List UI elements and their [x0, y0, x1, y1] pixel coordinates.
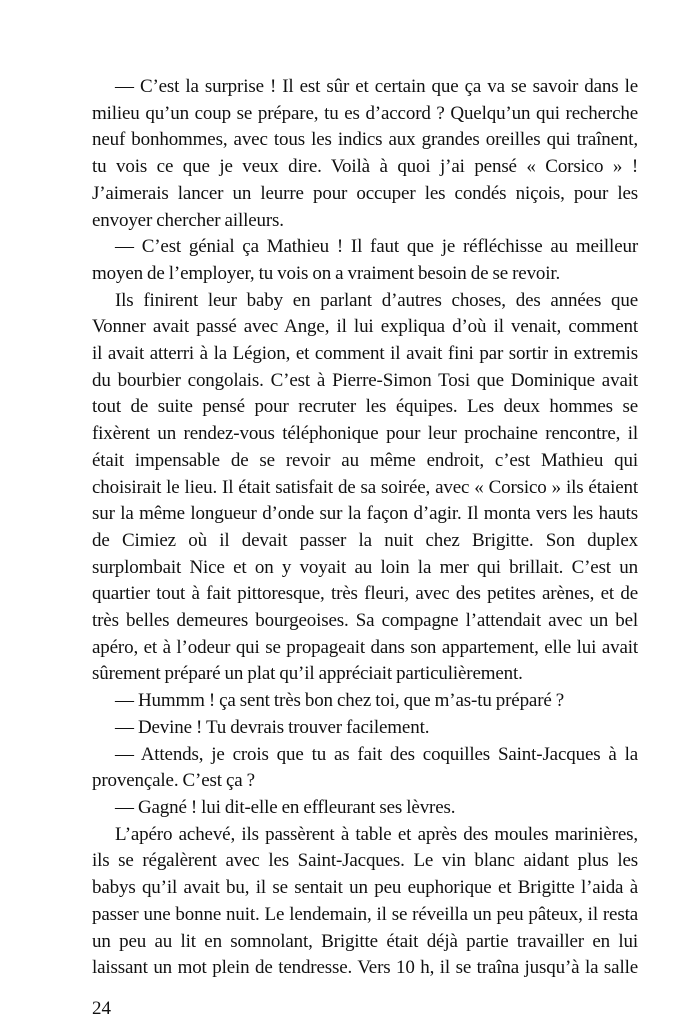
text-line: moyen de l’employer, tu vois on a vraiment besoin de se revoir.	[92, 262, 561, 284]
paragraph	[92, 822, 638, 982]
paragraph	[92, 715, 638, 742]
text-line: L’apéro achevé, ils passèrent à table et après des moules marinières,	[115, 823, 638, 845]
text-line: — Attends, je crois que tu as fait des coquilles Saint-Jacques à la	[115, 743, 638, 765]
page-body	[92, 74, 638, 982]
text-line: fixèrent un rendez-vous téléphonique pour leur prochaine rencontre, il	[92, 423, 638, 445]
text-line: J’aimerais lancer un leurre pour occuper les condés niçois, pour les	[92, 182, 638, 204]
text-line: tout de suite pensé pour recruter les équipes. Les deux hommes se	[92, 396, 638, 418]
text-line: il avait atterri à la Légion, et comment il avait fini par sortir in extremis	[92, 343, 638, 365]
page	[92, 74, 638, 1023]
text-line: apéro, et à l’odeur qui se propageait dans son appartement, elle lui avait	[92, 636, 638, 658]
text-line: — C’est la surprise ! Il est sûr et certain que ça va se savoir dans le	[115, 76, 638, 97]
text-line: provençale. C’est ça ?	[92, 770, 255, 792]
text-line: Ils finirent leur baby en parlant d’autres choses, des années que	[115, 289, 638, 311]
text-line: surplombait Nice et on y voyait au loin la mer qui brillait. C’est un	[92, 556, 638, 578]
text-line: milieu qu’un coup se prépare, tu es d’accord ? Quelqu’un qui recherche	[92, 102, 638, 124]
text-line: de Cimiez où il devait passer la nuit chez Brigitte. Son duplex	[92, 529, 638, 551]
paragraph	[92, 288, 638, 689]
text-line: babys qu’il avait bu, il se sentait un peu euphorique et Brigitte l’aida à	[92, 877, 638, 899]
text-line: très belles demeures bourgeoises. Sa compagne l’attendait avec un bel	[92, 610, 638, 632]
text-line: tu vois ce que je veux dire. Voilà à quoi j’ai pensé « Corsico » !	[92, 156, 638, 178]
text-line: était impensable de se revoir au même endroit, c’est Mathieu qui	[92, 449, 638, 471]
text-line: sur la même longueur d’onde sur la façon d’agir. Il monta vers les hauts	[92, 503, 638, 525]
text-line: envoyer chercher ailleurs.	[92, 209, 284, 231]
text-line: Vonner avait passé avec Ange, il lui expliqua d’où il venait, comment	[92, 316, 638, 338]
text-line: — Hummm ! ça sent très bon chez toi, que m’as-tu préparé ?	[115, 690, 565, 712]
paragraph	[92, 795, 638, 822]
text-line: du bourbier congolais. C’est à Pierre-Simon Tosi que Dominique avait	[92, 369, 638, 391]
text-line: — Devine ! Tu devrais trouver facilement.	[115, 716, 430, 738]
text-line: un peu au lit en somnolant, Brigitte était déjà partie travailler en lui	[92, 930, 638, 952]
text-line: quartier tout à fait pittoresque, très fleuri, avec des petites arènes, et de	[92, 583, 638, 605]
text-line: ils se régalèrent avec les Saint-Jacques. Le vin blanc aidant plus les	[92, 850, 638, 872]
paragraph	[92, 234, 638, 287]
paragraph	[92, 742, 638, 795]
text-line: — C’est génial ça Mathieu ! Il faut que je réfléchisse au meilleur	[115, 236, 638, 258]
text-line: choisirait le lieu. Il était satisfait de sa soirée, avec « Corsico » ils étaient	[92, 476, 638, 498]
text-line: — Gagné ! lui dit-elle en effleurant ses lèvres.	[115, 796, 456, 818]
text-line: passer une bonne nuit. Le lendemain, il se réveilla un peu pâteux, il resta	[92, 903, 638, 925]
text-line: laissant un mot plein de tendresse. Vers 10 h, il se traîna jusqu’à la salle	[92, 957, 638, 979]
page-number: 24	[92, 997, 111, 1019]
paragraph	[92, 74, 638, 234]
text-line: neuf bonhommes, avec tous les indics aux grandes oreilles qui traînent,	[92, 129, 638, 151]
text-line: sûrement préparé un plat qu’il appréciait particulièrement.	[92, 663, 523, 685]
paragraph	[92, 688, 638, 715]
